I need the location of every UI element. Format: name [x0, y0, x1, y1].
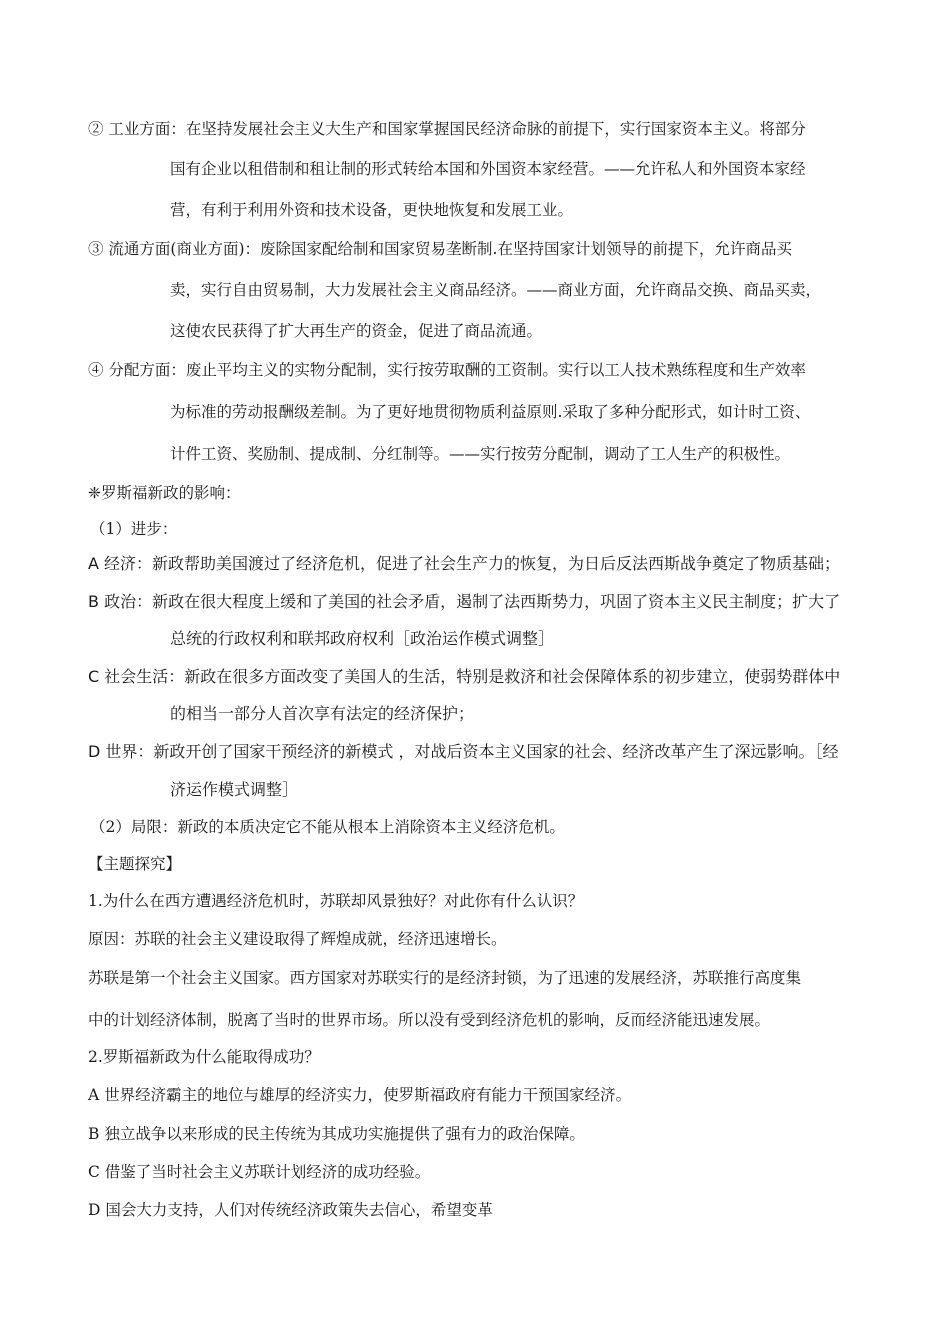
- answer-2-b: B 独立战争以来形成的民主传统为其成功实施提供了强有力的政治保障。: [88, 1125, 585, 1143]
- answer-1-line-1: 苏联是第一个社会主义国家。西方国家对苏联实行的是经济封锁，为了迅速的发展经济，苏联推行高度集: [88, 969, 802, 987]
- society-impact-line-1: C 社会生活：新政在很多方面改变了美国人的生活，特别是救济和社会保障体系的初步建立，使弱势群体中: [88, 667, 841, 686]
- circulation-para-line-2: 卖，实行自由贸易制，大力发展社会主义商品经济。——商业方面，允许商品交换、商品买卖，: [170, 281, 822, 299]
- circulation-para-line-1: ③ 流通方面(商业方面)：废除国家配给制和国家贸易垄断制.在坚持国家计划领导的前提下，允许商品买: [88, 240, 792, 258]
- topic-exploration-heading: 【主题探究】: [88, 855, 182, 873]
- industry-para-line-2: 国有企业以租借制和租让制的形式转给本国和外国资本家经营。——允许私人和外国资本家经: [170, 160, 806, 178]
- world-impact-line-1: D 世界：新政开创了国家干预经济的新模式 ，对战后资本主义国家的社会、经济改革产生了深远影响。［经: [88, 742, 839, 761]
- industry-para-line-3: 营，有利于利用外资和技术设备，更快地恢复和发展工业。: [170, 201, 574, 219]
- distribution-para-line-1: ④ 分配方面：废止平均主义的实物分配制，实行按劳取酬的工资制。实行以工人技术熟练程度和生产效率: [88, 361, 806, 379]
- answer-1-reason: 原因：苏联的社会主义建设取得了辉煌成就，经济迅速增长。: [88, 930, 507, 948]
- answer-2-a: A 世界经济霸主的地位与雄厚的经济实力，使罗斯福政府有能力干预国家经济。: [88, 1086, 632, 1104]
- limitation-line: （2）局限：新政的本质决定它不能从根本上消除资本主义经济危机。: [90, 818, 565, 836]
- distribution-para-line-3: 计件工资、奖励制、提成制、分红制等。——实行按劳分配制，调动了工人生产的积极性。: [170, 445, 791, 463]
- new-deal-impact-heading: ❈罗斯福新政的影响：: [88, 484, 241, 502]
- economy-impact-line: A 经济：新政帮助美国渡过了经济危机，促进了社会生产力的恢复，为日后反法西斯战争奠定了物质基础；: [88, 554, 841, 573]
- society-impact-line-2: 的相当一部分人首次享有法定的经济保护；: [170, 704, 475, 723]
- progress-heading: （1）进步：: [90, 520, 178, 538]
- industry-para-line-1: ② 工业方面：在坚持发展社会主义大生产和国家掌握国民经济命脉的前提下，实行国家资本主义。将部分: [88, 120, 806, 138]
- politics-impact-line-2: 总统的行政权利和联邦政府权利［政治运作模式调整］: [170, 629, 555, 648]
- answer-2-c: C 借鉴了当时社会主义苏联计划经济的成功经验。: [88, 1163, 431, 1181]
- circulation-para-line-3: 这使农民获得了扩大再生产的资金，促进了商品流通。: [170, 322, 543, 340]
- politics-impact-line-1: B 政治：新政在很大程度上缓和了美国的社会矛盾，遏制了法西斯势力，巩固了资本主义民主制度；扩大了: [88, 592, 841, 611]
- answer-1-line-2: 中的计划经济体制，脱离了当时的世界市场。所以没有受到经济危机的影响，反而经济能迅速发展。: [88, 1011, 771, 1029]
- question-1: 1.为什么在西方遭遇经济危机时，苏联却风景独好？对此你有什么认识？: [88, 892, 584, 910]
- distribution-para-line-2: 为标准的劳动报酬级差制。为了更好地贯彻物质利益原则.采取了多种分配形式，如计时工资、: [170, 403, 811, 421]
- question-2: 2.罗斯福新政为什么能取得成功？: [88, 1048, 320, 1066]
- world-impact-line-2: 济运作模式调整］: [170, 780, 299, 799]
- answer-2-d: D 国会大力支持，人们对传统经济政策失去信心，希望变革: [88, 1201, 493, 1219]
